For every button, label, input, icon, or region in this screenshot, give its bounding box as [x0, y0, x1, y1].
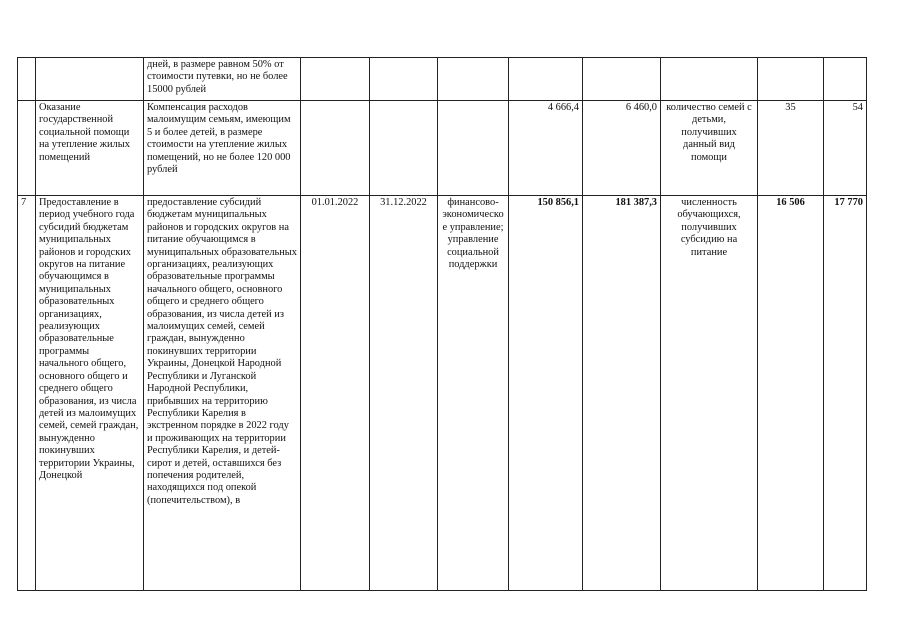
cell-executor: финансово-экономическое управление; управление социальной поддержки — [438, 196, 509, 591]
table-row — [18, 58, 867, 101]
cell-end-date — [370, 58, 438, 101]
cell-name: Оказание государственной социальной помощи на утепление жилых помещений — [36, 101, 144, 196]
cell-value-2 — [824, 58, 867, 101]
cell-num: 7 — [18, 196, 36, 591]
program-measures-table — [17, 57, 867, 591]
cell-description: дней, в размере равном 50% от стоимости путевки, но не более 15000 рублей — [144, 58, 301, 101]
cell-end-date — [370, 101, 438, 196]
cell-value-1 — [758, 58, 824, 101]
cell-executor — [438, 58, 509, 101]
cell-sum-2: 6 460,0 — [583, 101, 661, 196]
cell-sum-1 — [509, 58, 583, 101]
cell-sum-1: 4 666,4 — [509, 101, 583, 196]
cell-indicator: количество семей с детьми, получивших данный вид помощи — [661, 101, 758, 196]
cell-start-date — [301, 101, 370, 196]
cell-value-1: 35 — [758, 101, 824, 196]
table-row — [18, 196, 867, 591]
cell-sum-1: 150 856,1 — [509, 196, 583, 591]
cell-value-2: 54 — [824, 101, 867, 196]
table-row — [18, 101, 867, 196]
cell-end-date: 31.12.2022 — [370, 196, 438, 591]
cell-start-date: 01.01.2022 — [301, 196, 370, 591]
cell-value-1: 16 506 — [758, 196, 824, 591]
cell-name: Предоставление в период учебного года субсидий бюджетам муниципальных районов и городских округов на питание обучающимся в муниципальных образовательных организациях, реализующих образовательные программы начального общего, основного общего и среднего общего образования, из числа детей из малоимущих семей, семей граждан, вынужденно покинувших территории Украины, Донецкой — [36, 196, 144, 591]
cell-name — [36, 58, 144, 101]
cell-num — [18, 101, 36, 196]
cell-description: Компенсация расходов малоимущим семьям, имеющим 5 и более детей, в размере стоимости на утепление жилых помещений, но не более 120 000 рублей — [144, 101, 301, 196]
cell-num — [18, 58, 36, 101]
cell-sum-2: 181 387,3 — [583, 196, 661, 591]
cell-executor — [438, 101, 509, 196]
cell-start-date — [301, 58, 370, 101]
cell-sum-2 — [583, 58, 661, 101]
cell-indicator: численность обучающихся, получивших субсидию на питание — [661, 196, 758, 591]
cell-value-2: 17 770 — [824, 196, 867, 591]
cell-description: предоставление субсидий бюджетам муниципальных районов и городских округов на питание обучающимся в муниципальных образовательных организациях, реализующих образовательные программы начального общего, основного общего и среднего общего образования, из числа детей из малоимущих семей, семей граждан, вынужденно покинувших территории Украины, Донецкой Народной Республики и Луганской Народной Республики, прибывших на территорию Республики Карелия в экстренном порядке в 2022 году и проживающих на территории Республики Карелия, и детей-сирот и детей, оставшихся без попечения родителей, находящихся под опекой (попечительством), в — [144, 196, 301, 591]
cell-indicator — [661, 58, 758, 101]
